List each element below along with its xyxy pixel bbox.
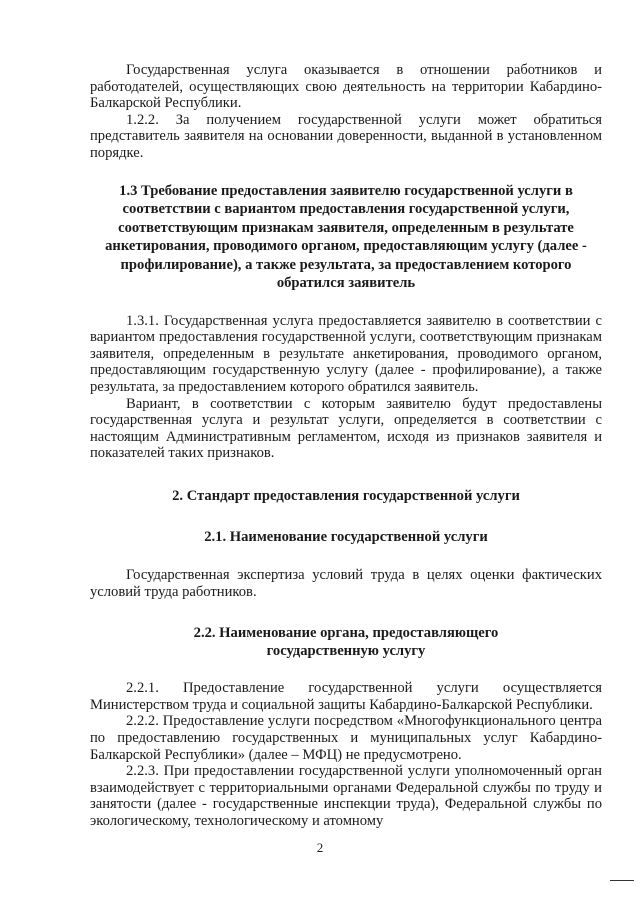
- heading-2-1: 2.1. Наименование государственной услуги: [204, 528, 488, 545]
- document-page: [90, 62, 602, 830]
- paragraph-1-2-1-continuation: Государственная услуга оказывается в отношении работников и работодателей, осуществляющих свою деятельность на территории Кабардино-Балкарской Республики.: [90, 62, 602, 112]
- paragraph-variant: Вариант, в соответствии с которым заявителю будут предоставлены государственная услуга и результат услуги, определяется в соответствии с настоящим Административным регламентом, исходя из признаков заявителя и показателей таких признаков.: [90, 395, 602, 462]
- paragraph-1-3-1: 1.3.1. Государственная услуга предоставляется заявителю в соответствии с вариантом предоставления государственной услуги, соответствующим признакам заявителя, определенным в результате анкетирования, проводимого органом, предоставляющим государственную услугу (далее - профилирование), а также результата, за предоставлением которого обратился заявитель.: [90, 312, 602, 395]
- page-number: 2: [316, 840, 324, 855]
- paragraph-2-1: Государственная экспертиза условий труда в целях оценки фактических условий труда работников.: [90, 567, 602, 600]
- corner-scan-mark: [610, 880, 634, 881]
- heading-2-2: 2.2. Наименование органа, предоставляющего государственную услугу: [193, 625, 499, 660]
- heading-section-2: 2. Стандарт предоставления государственной услуги: [172, 487, 520, 504]
- paragraph-2-2-1: 2.2.1. Предоставление государственной услуги осуществляется Министерством труда и социальной защиты Кабардино-Балкарской Республики.: [90, 680, 602, 713]
- paragraph-2-2-2: 2.2.2. Предоставление услуги посредством «Многофункционального центра по предоставлению государственных и муниципальных услуг Кабардино-Балкарской Республики» (далее – МФЦ) не предусмотрено.: [90, 713, 602, 763]
- paragraph-2-2-3: 2.2.3. При предоставлении государственной услуги уполномоченный орган взаимодействует с территориальными органами Федеральной службы по труду и занятости (далее - государственные инспекции труда), Федеральной службы по экологическому, технологическому и атомному: [90, 763, 602, 830]
- heading-1-3: 1.3 Требование предоставления заявителю государственной услуги в соответствии с вариантом предоставления государственной услуги, соответствующим признакам заявителя, определенным в результате анкетирования, проводимого органом, предоставляющим услугу (далее - профилирование), а также результата, за предоставлением которого обратился заявитель: [105, 182, 587, 292]
- paragraph-1-2-2: 1.2.2. За получением государственной услуги может обратиться представитель заявителя на основании доверенности, выданной в установленном порядке.: [90, 111, 602, 161]
